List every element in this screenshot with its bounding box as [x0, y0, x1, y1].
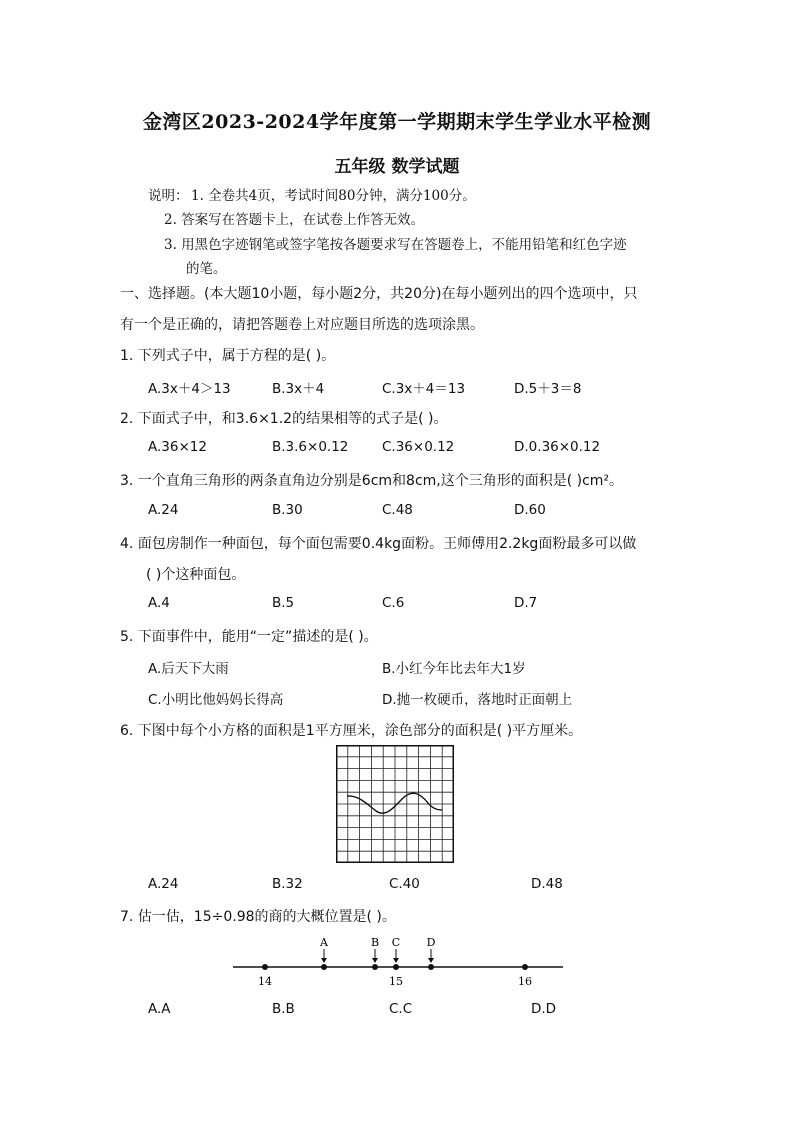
number-line	[228, 932, 568, 990]
q2-option-d: D.0.36×0.12	[514, 439, 601, 455]
point-label-b: B	[370, 936, 380, 949]
point-d-arrowhead	[428, 958, 434, 963]
question-4-stem-2: ( )个这种面包。	[146, 567, 246, 583]
q6-option-a: A.24	[148, 876, 179, 892]
q2-option-c: C.36×0.12	[382, 439, 455, 455]
wave-curve	[347, 793, 442, 813]
tick-dot-15	[393, 964, 399, 970]
q7-option-b: B.B	[272, 1001, 295, 1017]
grid-figure	[336, 745, 454, 863]
q2-option-a: A.36×12	[148, 439, 207, 455]
q3-option-a: A.24	[148, 502, 179, 518]
q2-option-b: B.3.6×0.12	[272, 439, 349, 455]
point-b-arrowhead	[372, 958, 378, 963]
q7-option-c: C.C	[389, 1001, 413, 1017]
section-heading-2: 有一个是正确的，请把答题卷上对应题目所选的选项涂黑。	[120, 317, 484, 333]
q5-option-d: D.抛一枚硬币，落地时正面朝上	[382, 692, 573, 708]
note-line-1: 1. 全卷共4页，考试时间80分钟，满分100分。	[191, 188, 476, 204]
point-d	[427, 936, 436, 970]
question-6-stem: 6. 下图中每个小方格的面积是1平方厘米，涂色部分的面积是( )平方厘米。	[120, 723, 583, 739]
q6-option-d: D.48	[531, 876, 563, 892]
q3-option-b: B.30	[272, 502, 303, 518]
q7-option-a: A.A	[148, 1001, 171, 1017]
point-a-dot	[321, 964, 327, 970]
exam-subtitle: 五年级 数学试题	[334, 157, 460, 177]
q3-option-c: C.48	[382, 502, 413, 518]
tick-dot-16	[522, 964, 528, 970]
q4-option-c: C.6	[382, 595, 405, 611]
note-line-2: 2. 答案写在答题卡上，在试卷上作答无效。	[164, 212, 425, 228]
q5-option-c: C.小明比他妈妈长得高	[148, 692, 284, 708]
notes-label: 说明：	[148, 188, 189, 204]
point-b	[371, 936, 379, 970]
q1-option-a: A.3x＋4＞13	[148, 381, 231, 397]
q4-option-b: B.5	[272, 595, 295, 611]
section-heading: 一、选择题。(本大题10小题，每小题2分，共20分)在每小题列出的四个选项中，只	[120, 286, 638, 302]
tick-dot-14	[262, 964, 268, 970]
point-b-dot	[372, 964, 378, 970]
q5-option-b: B.小红今年比去年大1岁	[382, 661, 526, 677]
q1-option-b: B.3x＋4	[272, 381, 325, 397]
q4-option-a: A.4	[148, 595, 170, 611]
question-7-stem: 7. 估一估，15÷0.98的商的大概位置是( )。	[120, 909, 396, 925]
question-2-stem: 2. 下面式子中，和3.6×1.2的结果相等的式子是( )。	[120, 411, 448, 427]
note-line-3: 3. 用黑色字迹钢笔或签字笔按各题要求写在答题卷上，不能用铅笔和红色字迹	[164, 237, 627, 253]
tick-label-15: 15	[389, 975, 403, 988]
question-4-stem: 4. 面包房制作一种面包，每个面包需要0.4kg面粉。王师傅用2.2kg面粉最多可以做	[120, 536, 637, 552]
question-5-stem: 5. 下面事件中，能用“一定”描述的是( )。	[120, 629, 378, 645]
q1-option-d: D.5＋3＝8	[514, 381, 582, 397]
tick-label-14: 14	[258, 975, 272, 988]
question-1-stem: 1. 下列式子中，属于方程的是( )。	[120, 348, 336, 364]
question-3-stem: 3. 一个直角三角形的两条直角边分别是6cm和8cm,这个三角形的面积是( )cm²。	[120, 473, 624, 489]
point-c	[392, 936, 400, 963]
point-c-arrowhead	[393, 958, 399, 963]
q6-option-b: B.32	[272, 876, 303, 892]
q5-option-a: A.后天下大雨	[148, 661, 229, 677]
point-a-arrowhead	[321, 958, 327, 963]
point-d-dot	[428, 964, 434, 970]
q3-option-d: D.60	[514, 502, 546, 518]
point-a	[319, 936, 329, 970]
q1-option-c: C.3x＋4＝13	[382, 381, 466, 397]
point-label-a: A	[320, 936, 328, 949]
q7-option-d: D.D	[531, 1001, 557, 1017]
tick-label-16: 16	[518, 975, 532, 988]
exam-title: 金湾区2023-2024学年度第一学期期末学生学业水平检测	[142, 111, 652, 133]
grid-lines	[336, 745, 454, 863]
q4-option-d: D.7	[514, 595, 538, 611]
note-line-3b: 的笔。	[186, 261, 227, 277]
point-label-d: D	[426, 936, 436, 949]
point-label-c: C	[391, 936, 401, 949]
q6-option-c: C.40	[389, 876, 420, 892]
